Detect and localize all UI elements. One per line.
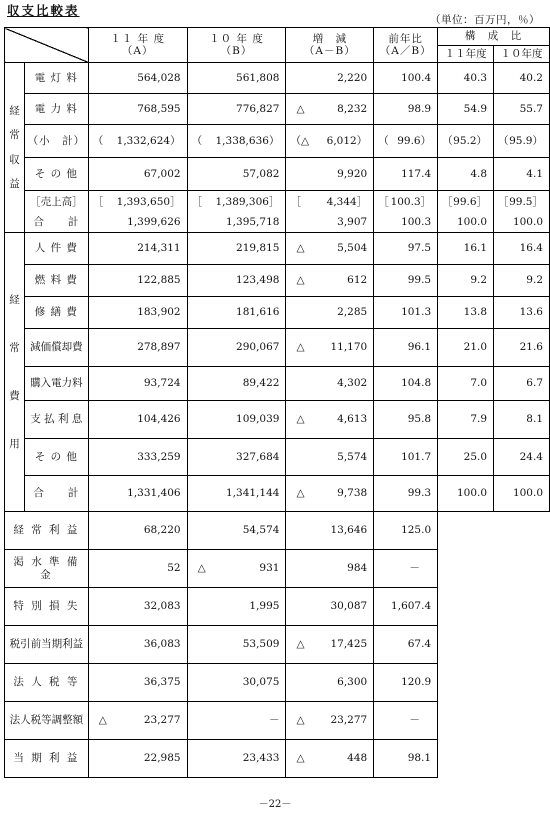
sales-comp-fy10 bbox=[494, 191, 550, 213]
repair-comp-fy11: 13.8 bbox=[438, 297, 494, 329]
empty-cell bbox=[438, 512, 550, 550]
subtotal-comp-fy11-value: 95.2 bbox=[453, 134, 477, 147]
header-fy10 bbox=[187, 28, 286, 63]
paren-close: ） bbox=[476, 134, 488, 147]
paren-open: （ bbox=[498, 134, 509, 147]
repair-fy10: 181,616 bbox=[187, 297, 286, 329]
bracket-open: ［ bbox=[191, 195, 203, 208]
other-income-ratio: 117.4 bbox=[374, 158, 438, 191]
income-comparison-table bbox=[4, 27, 550, 778]
paren-close: ） bbox=[356, 134, 368, 147]
pretax-fy10: 53,509 bbox=[187, 626, 286, 664]
depreciation-comp-fy11: 21.0 bbox=[438, 329, 494, 367]
group-char: 経 bbox=[9, 105, 20, 118]
row-label-lighting: 電 灯 料 bbox=[24, 63, 88, 94]
paren-close: ） bbox=[170, 134, 181, 147]
fuel-comp-fy10: 9.2 bbox=[494, 265, 550, 297]
sales-comp-fy10-value: 99.5 bbox=[509, 195, 533, 208]
personnel-diff-value: 5,504 bbox=[337, 242, 368, 255]
subtotal-diff bbox=[286, 125, 374, 158]
sales-diff-value: 4,344 bbox=[326, 195, 357, 208]
header-comp-fy10: １０年度 bbox=[494, 46, 550, 63]
net-income-fy10: 23,433 bbox=[187, 740, 286, 778]
fuel-diff-value: 612 bbox=[347, 274, 368, 287]
interest-fy11: 104,426 bbox=[88, 401, 187, 439]
lighting-diff: 2,220 bbox=[286, 63, 374, 94]
repair-diff: 2,285 bbox=[286, 297, 374, 329]
bracket-close: ］ bbox=[356, 195, 368, 208]
pretax-fy11: 36,083 bbox=[88, 626, 187, 664]
decrease-mark: △ bbox=[296, 413, 305, 426]
tax-adjust-fy11 bbox=[88, 702, 187, 740]
header-composition: 構 成 比 bbox=[438, 28, 550, 46]
interest-fy10: 109,039 bbox=[187, 401, 286, 439]
row-label-ordinary-profit: 経 常 利 益 bbox=[5, 512, 89, 550]
interest-diff bbox=[286, 401, 374, 439]
taxes-ratio: 120.9 bbox=[374, 664, 438, 702]
interest-comp-fy10: 8.1 bbox=[494, 401, 550, 439]
header-diff-label: 増 減 bbox=[312, 32, 348, 45]
row-label-sales: ［売上高］ bbox=[24, 191, 88, 213]
repair-comp-fy10: 13.6 bbox=[494, 297, 550, 329]
purchased-power-comp-fy10: 6.7 bbox=[494, 367, 550, 401]
header-fy11-sub: （A） bbox=[121, 45, 154, 57]
lighting-comp-fy11: 40.3 bbox=[438, 63, 494, 94]
income-total-fy10: 1,395,718 bbox=[187, 213, 286, 233]
paren-open: （ bbox=[92, 134, 104, 147]
subtotal-ratio bbox=[374, 125, 438, 158]
power-diff bbox=[286, 94, 374, 125]
income-total-comp-fy11: 100.0 bbox=[438, 213, 494, 233]
personnel-fy11: 214,311 bbox=[88, 233, 187, 265]
paren-close: ） bbox=[268, 134, 280, 147]
special-loss-ratio: 1,607.4 bbox=[374, 588, 438, 626]
power-diff-value: 8,232 bbox=[337, 102, 368, 115]
net-income-ratio: 98.1 bbox=[374, 740, 438, 778]
row-label-other-expense: そ の 他 bbox=[24, 439, 88, 476]
subtotal-diff-value: 6,012 bbox=[326, 134, 357, 147]
document-title: 収支比較表 bbox=[7, 3, 80, 18]
subtotal-fy10-value: 1,338,636 bbox=[215, 134, 269, 147]
other-income-fy10: 57,082 bbox=[187, 158, 286, 191]
purchased-power-fy10: 89,422 bbox=[187, 367, 286, 401]
purchased-power-ratio: 104.8 bbox=[374, 367, 438, 401]
sales-diff bbox=[286, 191, 374, 213]
power-comp-fy11: 54.9 bbox=[438, 94, 494, 125]
bracket-close: ］ bbox=[420, 195, 432, 208]
power-comp-fy10: 55.7 bbox=[494, 94, 550, 125]
empty-cell bbox=[438, 550, 550, 588]
fuel-fy11: 122,885 bbox=[88, 265, 187, 297]
sales-comp-fy11-value: 99.6 bbox=[453, 195, 477, 208]
header-fy11-label: １１ 年 度 bbox=[110, 32, 166, 45]
header-fy10-label: １０ 年 度 bbox=[209, 32, 264, 45]
header-diff-sub: （A－B） bbox=[303, 45, 356, 57]
subtotal-ratio-value: 99.6 bbox=[397, 134, 421, 147]
personnel-comp-fy11: 16.1 bbox=[438, 233, 494, 265]
row-label-repair: 修 繕 費 bbox=[24, 297, 88, 329]
bracket-close: ］ bbox=[170, 195, 181, 208]
row-label-subtotal: （小 計） bbox=[24, 125, 88, 158]
tax-adjust-fy11-value: 23,277 bbox=[143, 714, 181, 727]
decrease-mark: △ bbox=[296, 102, 305, 115]
income-total-diff: 3,907 bbox=[286, 213, 374, 233]
other-income-comp-fy10: 4.1 bbox=[494, 158, 550, 191]
paren-close: ） bbox=[532, 134, 543, 147]
net-income-diff bbox=[286, 740, 374, 778]
bracket-open: ［ bbox=[92, 195, 104, 208]
bracket-close: ］ bbox=[532, 195, 543, 208]
other-expense-comp-fy10: 24.4 bbox=[494, 439, 550, 476]
group-char: 費 bbox=[9, 390, 20, 403]
expense-total-comp-fy10: 100.0 bbox=[494, 476, 550, 512]
expense-total-comp-fy11: 100.0 bbox=[438, 476, 494, 512]
expense-total-diff bbox=[286, 476, 374, 512]
net-income-diff-value: 448 bbox=[347, 752, 368, 765]
expense-total-diff-value: 9,738 bbox=[337, 487, 368, 500]
depreciation-diff bbox=[286, 329, 374, 367]
tax-adjust-fy10: － bbox=[187, 702, 286, 740]
subtotal-comp-fy11 bbox=[438, 125, 494, 158]
drought-reserve-ratio: － bbox=[374, 550, 438, 588]
empty-cell bbox=[438, 740, 550, 778]
sales-fy10-value: 1,389,306 bbox=[215, 195, 269, 208]
bracket-open: ［ bbox=[442, 195, 453, 208]
decrease-mark: △ bbox=[296, 242, 305, 255]
taxes-fy11: 36,375 bbox=[88, 664, 187, 702]
row-label-power: 電 力 料 bbox=[24, 94, 88, 125]
sales-fy10 bbox=[187, 191, 286, 213]
personnel-diff bbox=[286, 233, 374, 265]
group-char: 常 bbox=[9, 341, 20, 354]
depreciation-diff-value: 11,170 bbox=[330, 341, 368, 354]
repair-fy11: 183,902 bbox=[88, 297, 187, 329]
personnel-comp-fy10: 16.4 bbox=[494, 233, 550, 265]
bracket-open: ［ bbox=[498, 195, 509, 208]
income-total-fy11: 1,399,626 bbox=[88, 213, 187, 233]
ordinary-profit-ratio: 125.0 bbox=[374, 512, 438, 550]
ordinary-profit-fy10: 54,574 bbox=[187, 512, 286, 550]
group-ordinary-income bbox=[5, 63, 25, 233]
header-ratio-label: 前年比 bbox=[388, 32, 423, 45]
group-char: 収 bbox=[9, 153, 20, 166]
row-label-income-total: 合 計 bbox=[24, 213, 88, 233]
row-label-purchased-power: 購入電力料 bbox=[24, 367, 88, 401]
row-label-fuel: 燃 料 費 bbox=[24, 265, 88, 297]
depreciation-fy11: 278,897 bbox=[88, 329, 187, 367]
interest-ratio: 95.8 bbox=[374, 401, 438, 439]
interest-diff-value: 4,613 bbox=[337, 413, 368, 426]
income-total-ratio: 100.3 bbox=[374, 213, 438, 233]
interest-comp-fy11: 7.9 bbox=[438, 401, 494, 439]
subtotal-fy11 bbox=[88, 125, 187, 158]
other-expense-fy10: 327,684 bbox=[187, 439, 286, 476]
income-total-comp-fy10: 100.0 bbox=[494, 213, 550, 233]
decrease-mark: △ bbox=[296, 714, 305, 727]
empty-cell bbox=[438, 664, 550, 702]
group-ordinary-expense bbox=[5, 233, 25, 512]
pretax-diff bbox=[286, 626, 374, 664]
row-label-pretax: 税引前当期利益 bbox=[5, 626, 89, 664]
header-ratio bbox=[374, 28, 438, 63]
depreciation-ratio: 96.1 bbox=[374, 329, 438, 367]
decrease-mark: △ bbox=[98, 714, 107, 727]
ordinary-profit-diff: 13,646 bbox=[286, 512, 374, 550]
subtotal-fy10 bbox=[187, 125, 286, 158]
ordinary-profit-fy11: 68,220 bbox=[88, 512, 187, 550]
group-char: 経 bbox=[9, 293, 20, 306]
bracket-open: ［ bbox=[378, 195, 389, 208]
row-label-tax-adjust: 法人税等調整額 bbox=[5, 702, 89, 740]
lighting-ratio: 100.4 bbox=[374, 63, 438, 94]
group-char: 用 bbox=[9, 438, 20, 451]
header-fy11 bbox=[88, 28, 187, 63]
power-fy10: 776,827 bbox=[187, 94, 286, 125]
unit-note: （単位：百万円，％） bbox=[430, 14, 540, 26]
row-label-net-income: 当 期 利 益 bbox=[5, 740, 89, 778]
special-loss-diff: 30,087 bbox=[286, 588, 374, 626]
row-label-drought-reserve: 渇 水 準 備 金 bbox=[5, 550, 89, 588]
depreciation-fy10: 290,067 bbox=[187, 329, 286, 367]
drought-reserve-fy11: 52 bbox=[88, 550, 187, 588]
decrease-mark: △ bbox=[296, 274, 305, 287]
other-income-comp-fy11: 4.8 bbox=[438, 158, 494, 191]
tax-adjust-diff bbox=[286, 702, 374, 740]
decrease-mark: （△ bbox=[290, 134, 310, 147]
power-ratio: 98.9 bbox=[374, 94, 438, 125]
sales-comp-fy11 bbox=[438, 191, 494, 213]
decrease-mark: △ bbox=[296, 752, 305, 765]
fuel-comp-fy11: 9.2 bbox=[438, 265, 494, 297]
other-expense-comp-fy11: 25.0 bbox=[438, 439, 494, 476]
bracket-open: ［ bbox=[290, 195, 301, 208]
expense-total-fy11: 1,331,406 bbox=[88, 476, 187, 512]
sales-fy11-value: 1,393,650 bbox=[116, 195, 171, 208]
row-label-special-loss: 特 別 損 失 bbox=[5, 588, 89, 626]
special-loss-fy11: 32,083 bbox=[88, 588, 187, 626]
other-expense-ratio: 101.7 bbox=[374, 439, 438, 476]
net-income-fy11: 22,985 bbox=[88, 740, 187, 778]
fuel-diff bbox=[286, 265, 374, 297]
tax-adjust-diff-value: 23,277 bbox=[330, 714, 368, 727]
sales-ratio bbox=[374, 191, 438, 213]
empty-cell bbox=[438, 588, 550, 626]
other-income-diff: 9,920 bbox=[286, 158, 374, 191]
subtotal-comp-fy10 bbox=[494, 125, 550, 158]
paren-open: （ bbox=[442, 134, 453, 147]
row-label-expense-total: 合 計 bbox=[24, 476, 88, 512]
row-label-depreciation: 減価償却費 bbox=[24, 329, 88, 367]
taxes-fy10: 30,075 bbox=[187, 664, 286, 702]
bracket-close: ］ bbox=[268, 195, 280, 208]
header-comp-fy11: １１年度 bbox=[438, 46, 494, 63]
decrease-mark: △ bbox=[197, 562, 206, 575]
taxes-diff: 6,300 bbox=[286, 664, 374, 702]
special-loss-fy10: 1,995 bbox=[187, 588, 286, 626]
group-char: 益 bbox=[9, 177, 20, 190]
drought-reserve-diff: 984 bbox=[286, 550, 374, 588]
expense-total-fy10: 1,341,144 bbox=[187, 476, 286, 512]
pretax-diff-value: 17,425 bbox=[330, 638, 368, 651]
group-char: 常 bbox=[9, 129, 20, 142]
other-expense-fy11: 333,259 bbox=[88, 439, 187, 476]
drought-reserve-fy10-value: 931 bbox=[259, 562, 280, 575]
decrease-mark: △ bbox=[296, 487, 305, 500]
expense-total-ratio: 99.3 bbox=[374, 476, 438, 512]
decrease-mark: △ bbox=[296, 341, 305, 354]
purchased-power-fy11: 93,724 bbox=[88, 367, 187, 401]
purchased-power-comp-fy11: 7.0 bbox=[438, 367, 494, 401]
purchased-power-diff: 4,302 bbox=[286, 367, 374, 401]
empty-cell bbox=[438, 626, 550, 664]
subtotal-comp-fy10-value: 95.9 bbox=[509, 134, 533, 147]
paren-open: （ bbox=[191, 134, 203, 147]
depreciation-comp-fy10: 21.6 bbox=[494, 329, 550, 367]
other-expense-diff: 5,574 bbox=[286, 439, 374, 476]
header-ratio-sub: （A／B） bbox=[379, 45, 432, 57]
row-label-taxes: 法 人 税 等 bbox=[5, 664, 89, 702]
fuel-ratio: 99.5 bbox=[374, 265, 438, 297]
drought-reserve-fy10 bbox=[187, 550, 286, 588]
repair-ratio: 101.3 bbox=[374, 297, 438, 329]
other-income-fy11: 67,002 bbox=[88, 158, 187, 191]
fuel-fy10: 123,498 bbox=[187, 265, 286, 297]
header-diagonal-cell bbox=[5, 28, 89, 63]
personnel-ratio: 97.5 bbox=[374, 233, 438, 265]
sales-fy11 bbox=[88, 191, 187, 213]
paren-open: （ bbox=[378, 134, 389, 147]
lighting-comp-fy10: 40.2 bbox=[494, 63, 550, 94]
row-label-interest: 支 払 利 息 bbox=[24, 401, 88, 439]
power-fy11: 768,595 bbox=[88, 94, 187, 125]
pretax-ratio: 67.4 bbox=[374, 626, 438, 664]
tax-adjust-ratio: － bbox=[374, 702, 438, 740]
bracket-close: ］ bbox=[476, 195, 488, 208]
sales-ratio-value: 100.3 bbox=[390, 195, 421, 208]
lighting-fy10: 561,808 bbox=[187, 63, 286, 94]
personnel-fy10: 219,815 bbox=[187, 233, 286, 265]
row-label-other-income: そ の 他 bbox=[24, 158, 88, 191]
row-label-personnel: 人 件 費 bbox=[24, 233, 88, 265]
lighting-fy11: 564,028 bbox=[88, 63, 187, 94]
paren-close: ） bbox=[420, 134, 432, 147]
header-diff bbox=[286, 28, 374, 63]
header-fy10-sub: （B） bbox=[220, 45, 253, 57]
empty-cell bbox=[438, 702, 550, 740]
decrease-mark: △ bbox=[296, 638, 305, 651]
page-number: －22－ bbox=[258, 799, 292, 810]
subtotal-fy11-value: 1,332,624 bbox=[116, 134, 171, 147]
